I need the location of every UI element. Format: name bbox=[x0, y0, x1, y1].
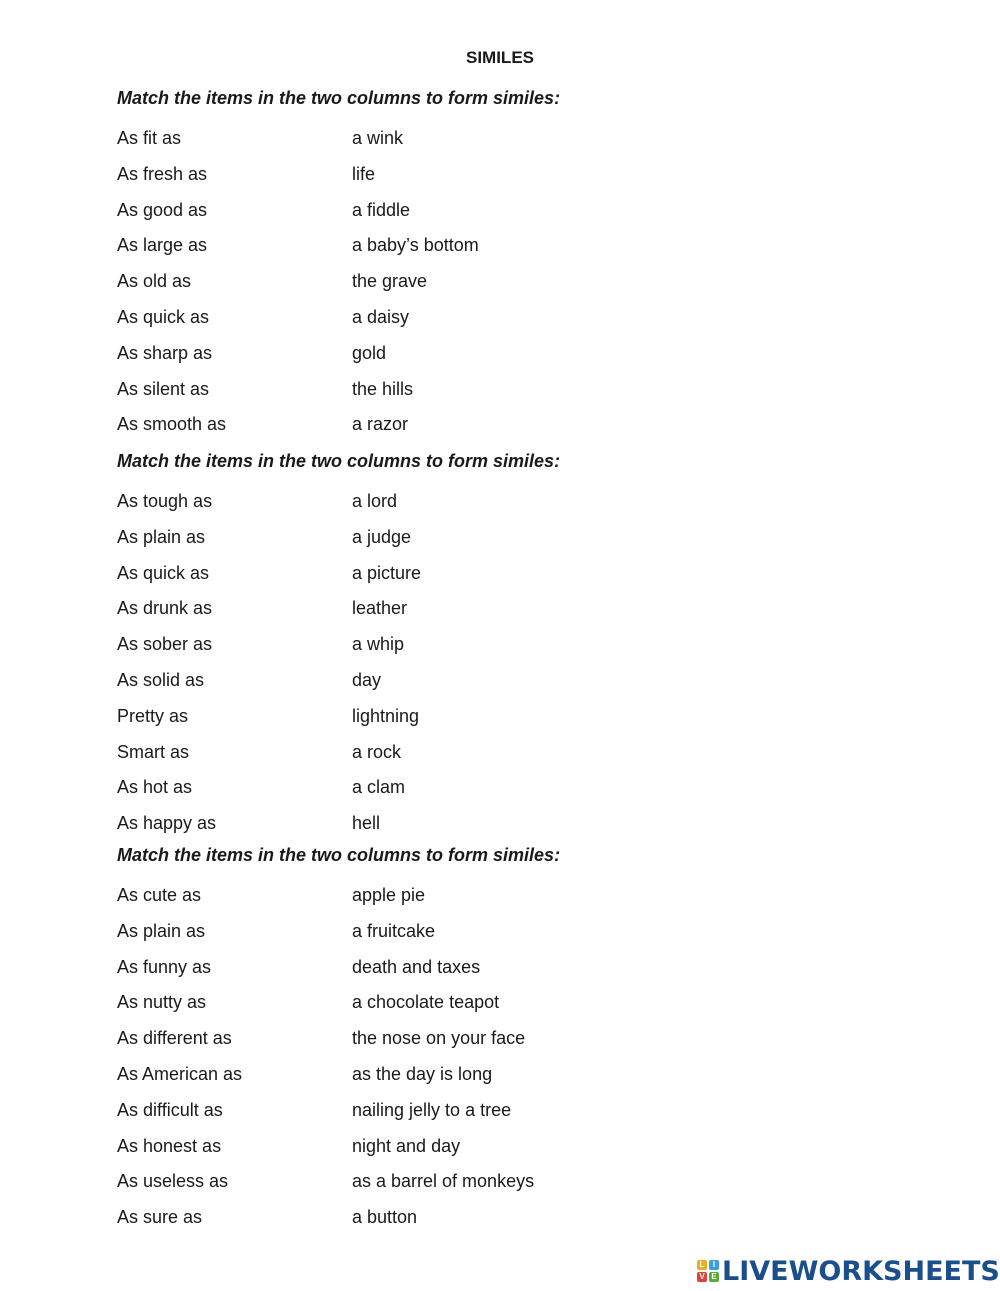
simile-ending: a chocolate teapot bbox=[352, 992, 500, 1012]
simile-row bbox=[117, 379, 717, 401]
simile-start: As happy as bbox=[117, 813, 217, 833]
simile-start: As sure as bbox=[117, 1207, 203, 1227]
simile-row bbox=[117, 128, 717, 150]
simile-ending: a whip bbox=[352, 634, 405, 654]
simile-start: Smart as bbox=[117, 742, 190, 762]
simile-ending: as a barrel of monkeys bbox=[352, 1171, 535, 1191]
logo-icon-cell: L bbox=[697, 1260, 707, 1270]
simile-row bbox=[117, 742, 717, 764]
simile-start: As American as bbox=[117, 1064, 243, 1084]
simile-ending: nailing jelly to a tree bbox=[352, 1100, 512, 1120]
simile-row bbox=[117, 1100, 717, 1122]
simile-ending: a lord bbox=[352, 491, 398, 511]
section-heading: Match the items in the two columns to form similes: bbox=[117, 88, 561, 108]
simile-start: As fit as bbox=[117, 128, 182, 148]
simile-ending: gold bbox=[352, 343, 387, 363]
simile-ending: a daisy bbox=[352, 307, 410, 327]
simile-ending: night and day bbox=[352, 1136, 461, 1156]
simile-row bbox=[117, 777, 717, 799]
simile-row bbox=[117, 634, 717, 656]
simile-row bbox=[117, 885, 717, 907]
simile-ending: day bbox=[352, 670, 382, 690]
simile-ending: a fruitcake bbox=[352, 921, 436, 941]
simile-row bbox=[117, 563, 717, 585]
simile-row bbox=[117, 164, 717, 186]
simile-ending: a picture bbox=[352, 563, 422, 583]
logo-icon bbox=[697, 1260, 719, 1282]
simile-start: As old as bbox=[117, 271, 192, 291]
simile-ending: a judge bbox=[352, 527, 412, 547]
simile-ending: the grave bbox=[352, 271, 428, 291]
simile-row bbox=[117, 307, 717, 329]
logo-icon-cell: V bbox=[697, 1272, 707, 1282]
simile-start: As solid as bbox=[117, 670, 205, 690]
simile-start: As useless as bbox=[117, 1171, 229, 1191]
simile-row bbox=[117, 1207, 717, 1229]
simile-start: As nutty as bbox=[117, 992, 207, 1012]
simile-ending: the hills bbox=[352, 379, 414, 399]
simile-row bbox=[117, 1064, 717, 1086]
simile-row bbox=[117, 921, 717, 943]
simile-row bbox=[117, 1171, 717, 1193]
simile-start: As large as bbox=[117, 235, 208, 255]
simile-row bbox=[117, 1136, 717, 1158]
simile-ending: the nose on your face bbox=[352, 1028, 526, 1048]
simile-start: As quick as bbox=[117, 563, 210, 583]
simile-start: As good as bbox=[117, 200, 208, 220]
simile-ending: a clam bbox=[352, 777, 406, 797]
simile-ending: a fiddle bbox=[352, 200, 411, 220]
simile-start: As smooth as bbox=[117, 414, 227, 434]
simile-row bbox=[117, 527, 717, 549]
simile-row bbox=[117, 957, 717, 979]
simile-start: As quick as bbox=[117, 307, 210, 327]
simile-ending: a razor bbox=[352, 414, 409, 434]
simile-start: As tough as bbox=[117, 491, 213, 511]
simile-row bbox=[117, 670, 717, 692]
section-heading: Match the items in the two columns to form similes: bbox=[117, 451, 561, 471]
simile-start: As drunk as bbox=[117, 598, 213, 618]
simile-start: As plain as bbox=[117, 527, 206, 547]
simile-ending: lightning bbox=[352, 706, 420, 726]
simile-start: As sharp as bbox=[117, 343, 213, 363]
simile-ending: life bbox=[352, 164, 376, 184]
logo-text: LIVEWORKSHEETS bbox=[722, 1255, 1000, 1287]
simile-row bbox=[117, 235, 717, 257]
simile-start: Pretty as bbox=[117, 706, 189, 726]
liveworksheets-logo bbox=[697, 1256, 1000, 1286]
simile-row bbox=[117, 200, 717, 222]
simile-start: As hot as bbox=[117, 777, 193, 797]
simile-ending: leather bbox=[352, 598, 408, 618]
simile-row bbox=[117, 1028, 717, 1050]
simile-row bbox=[117, 992, 717, 1014]
simile-ending: a baby’s bottom bbox=[352, 235, 479, 255]
simile-ending: a button bbox=[352, 1207, 418, 1227]
simile-start: As sober as bbox=[117, 634, 213, 654]
simile-ending: hell bbox=[352, 813, 381, 833]
simile-start: As plain as bbox=[117, 921, 206, 941]
simile-start: As cute as bbox=[117, 885, 202, 905]
simile-row bbox=[117, 343, 717, 365]
simile-start: As honest as bbox=[117, 1136, 222, 1156]
simile-row bbox=[117, 491, 717, 513]
logo-icon-cell: I bbox=[709, 1260, 719, 1270]
simile-start: As funny as bbox=[117, 957, 212, 977]
simile-ending: a rock bbox=[352, 742, 402, 762]
simile-row bbox=[117, 706, 717, 728]
simile-row bbox=[117, 813, 717, 835]
simile-start: As different as bbox=[117, 1028, 232, 1048]
simile-row bbox=[117, 271, 717, 293]
simile-row bbox=[117, 414, 717, 436]
simile-row bbox=[117, 598, 717, 620]
simile-ending: as the day is long bbox=[352, 1064, 493, 1084]
simile-start: As fresh as bbox=[117, 164, 208, 184]
page-title: SIMILES bbox=[465, 48, 534, 67]
simile-ending: apple pie bbox=[352, 885, 426, 905]
simile-start: As silent as bbox=[117, 379, 210, 399]
simile-ending: a wink bbox=[352, 128, 404, 148]
simile-start: As difficult as bbox=[117, 1100, 223, 1120]
section-heading: Match the items in the two columns to form similes: bbox=[117, 845, 561, 865]
logo-icon-cell: E bbox=[709, 1272, 719, 1282]
simile-ending: death and taxes bbox=[352, 957, 481, 977]
